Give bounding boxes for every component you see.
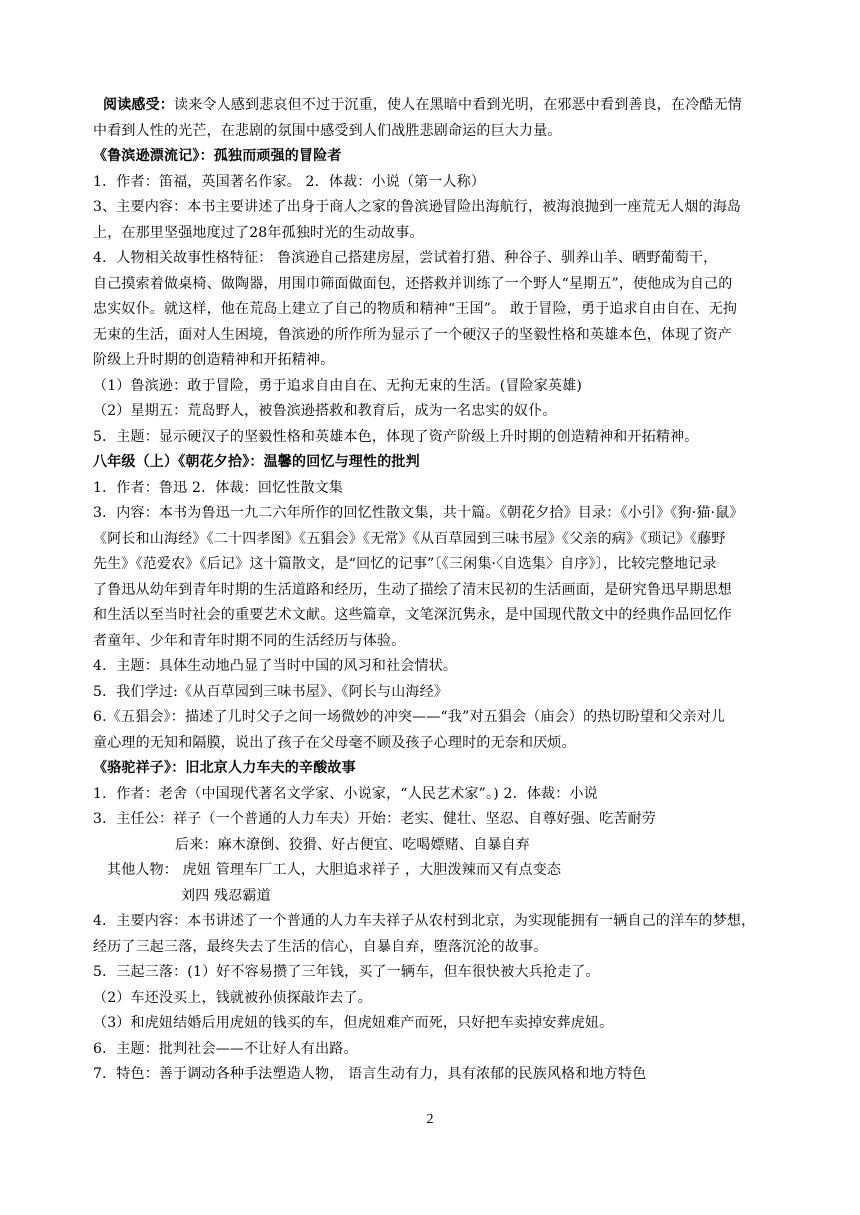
- robinson-line: 上，在那里坚强地度过了28年孤独时光的生动故事。: [93, 224, 424, 241]
- luotuo-line: 6．主题：批判社会——不让好人有出路。: [93, 1040, 358, 1057]
- robinson-heading: 《鲁滨逊漂流记》：孤独而顽强的冒险者: [93, 148, 342, 164]
- zhaohua-line: 者童年、少年和青年时期不同的生活经历与体验。: [93, 632, 406, 649]
- robinson-line: 1．作者：笛福，英国著名作家。 2．体裁：小说（第一人称）: [93, 173, 486, 190]
- luotuo-heading: 《骆驼祥子》：旧北京人力车夫的辛酸故事: [93, 760, 356, 776]
- luotuo-author-line: 1．作者：老舍（中国现代著名文学家、小说家，“人民艺术家”。) 2．体裁：小说: [93, 785, 598, 802]
- luotuo-line: 经历了三起三落，最终失去了生活的信心，自暴自弃，堕落沉沦的故事。: [93, 938, 548, 955]
- zhaohua-line: 3．内容：本书为鲁迅一九二六年所作的回忆性散文集，共十篇。《朝花夕拾》目录：《小引》《狗·猫·鼠》: [93, 505, 744, 521]
- robinson-line: 忠实奴仆。就这样，他在荒岛上建立了自己的物质和精神“王国”。 敢于冒险，勇于追求自由自在、无拘: [93, 301, 738, 317]
- luotuo-liusi-line: 刘四 残忍霸道: [181, 887, 271, 904]
- reading-feeling-text-1: 读来令人感到悲哀但不过于沉重，使人在黑暗中看到光明，在邪恶中看到善良，在冷酷无情: [174, 97, 742, 113]
- luotuo-line: 5．三起三落：(1）好不容易攒了三年钱，买了一辆车，但车很快被大兵抢走了。: [93, 964, 600, 980]
- zhaohua-line: 和生活以至当时社会的重要艺术文献。这些篇章，文笔深沉隽永，是中国现代散文中的经典作品回忆作: [93, 607, 732, 623]
- robinson-line: 自己摸索着做桌椅、做陶器，用围巾筛面做面包，还搭救并训练了一个野人“星期五”，使他成为自己的: [93, 275, 733, 292]
- robinson-line: 4．人物相关故事性格特征： 鲁滨逊自己搭建房屋，尝试着打猎、种谷子、驯养山羊、晒野葡萄干，: [93, 250, 718, 266]
- robinson-line: 5．主题：显示硬汉子的坚毅性格和英雄本色，体现了资产阶级上升时期的创造精神和开拓精神。: [93, 428, 699, 445]
- reading-feeling-line-1: [93, 93, 773, 119]
- luotuo-line: （2）车还没买上，钱就被孙侦探敲诈去了。: [93, 989, 372, 1006]
- zhaohua-line: 了鲁迅从幼年到青年时期的生活道路和经历，生动了描绘了清末民初的生活画面，是研究鲁迅早期思想: [93, 581, 732, 598]
- reading-feeling-label: 阅读感受：: [103, 97, 174, 113]
- zhaohua-line: 4．主题：具体生动地凸显了当时中国的风习和社会情状。: [93, 658, 458, 674]
- luotuo-later-line: 后来：麻木潦倒、狡猾、好占便宜、吃喝嫖赌、自暴自弃: [175, 836, 530, 853]
- luotuo-others-line: 其他人物： 虎妞 管理车厂工人，大胆追求祥子 ，大胆泼辣而又有点变态: [107, 862, 562, 878]
- zhaohua-line: 6.《五猖会》：描述了儿时父子之间一场微妙的冲突——“我”对五猖会（庙会）的热切盼望和父亲对儿: [93, 709, 726, 725]
- robinson-line: （2）星期五：荒岛野人，被鲁滨逊搭救和教育后，成为一名忠实的奴仆。: [93, 403, 557, 419]
- luotuo-line: 4．主要内容：本书讲述了一个普通的人力车夫祥子从农村到北京，为实现能拥有一辆自己的洋车的梦想，: [93, 913, 756, 929]
- robinson-line: 3、主要内容：本书主要讲述了出身于商人之家的鲁滨逊冒险出海航行，被海浪抛到一座荒无人烟的海岛: [93, 199, 742, 215]
- robinson-line: （1）鲁滨逊：敢于冒险，勇于追求自由自在、无拘无束的生活。(冒险家英雄): [93, 377, 583, 394]
- zhaohua-heading: 八年级（上）《朝花夕拾》：温馨的回忆与理性的批判: [93, 454, 420, 470]
- page-number: 2: [426, 1112, 434, 1127]
- luotuo-protagonist-line: 3．主任公：祥子（一个普通的人力车夫）开始：老实、健壮、坚忍、自尊好强、吃苦耐劳: [93, 811, 656, 827]
- zhaohua-line: 童心理的无知和隔膜，说出了孩子在父母毫不顾及孩子心理时的无奈和厌烦。: [93, 734, 576, 751]
- zhaohua-line: 1．作者：鲁迅 2．体裁：回忆性散文集: [93, 479, 344, 496]
- zhaohua-line: 先生》《范爱农》《后记》这十篇散文，是“回忆的记事”〔《三闲集·〈自选集〉自序》〕，比较完整地记录: [93, 556, 717, 572]
- luotuo-line: 7．特色：善于调动各种手法塑造人物， 语言生动有力，具有浓郁的民族风格和地方特色: [93, 1066, 647, 1082]
- robinson-line: 阶级上升时期的创造精神和开拓精神。: [93, 352, 335, 368]
- zhaohua-line: 5．我们学过:《从百草园到三味书屋》、《阿长与山海经》: [93, 683, 449, 700]
- reading-feeling-line-2: 中看到人性的光芒，在悲剧的氛围中感受到人们战胜悲剧命运的巨大力量。: [93, 122, 562, 139]
- zhaohua-line: 《阿长和山海经》《二十四孝图》《五猖会》《无常》《从百草园到三味书屋》《父亲的病》《琐记》《藤野: [93, 530, 726, 547]
- robinson-line: 无束的生活，面对人生困境，鲁滨逊的所作所为显示了一个硬汉子的坚毅性格和英雄本色，体现了资产: [93, 326, 732, 343]
- page-content: [93, 93, 773, 1088]
- luotuo-line: （3）和虎妞结婚后用虎妞的钱买的车，但虎妞难产而死，只好把车卖掉安葬虎妞。: [93, 1015, 614, 1031]
